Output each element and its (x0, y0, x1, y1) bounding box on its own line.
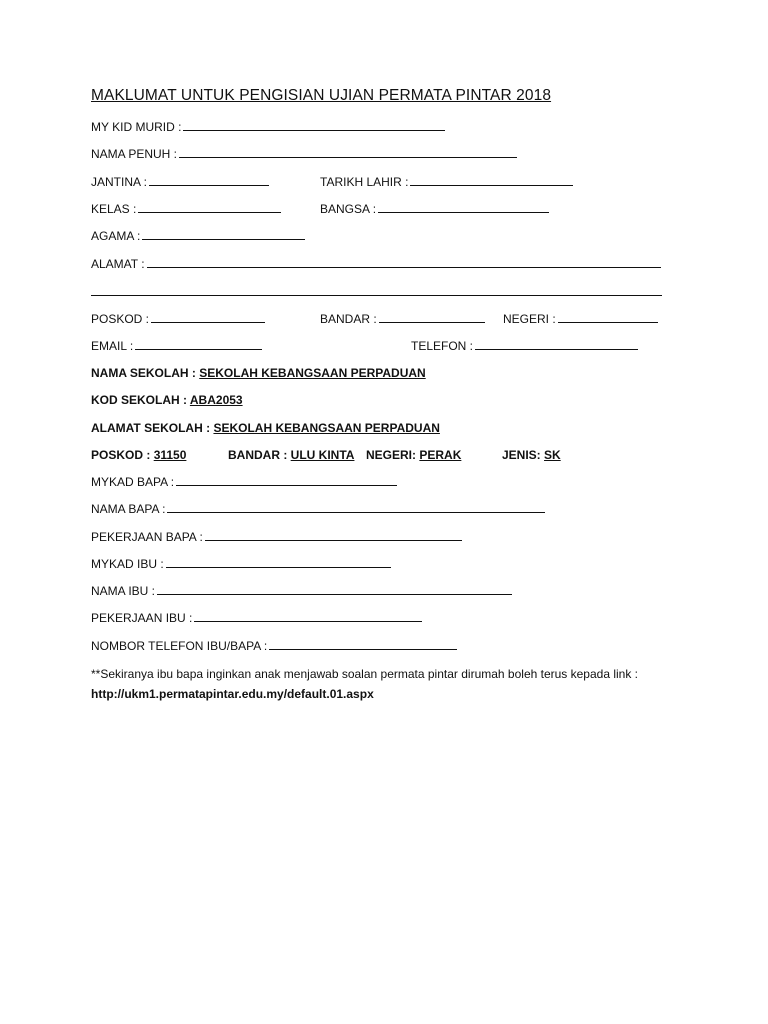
row-kelas (91, 199, 691, 219)
group-bangsa (320, 199, 549, 219)
row-mykid-murid (91, 117, 445, 137)
label-kod-sekolah: KOD SEKOLAH : (91, 393, 187, 407)
value-school-jenis: SK (544, 448, 561, 462)
label-mykad-bapa: MYKAD BAPA : (91, 475, 175, 489)
blank-tarikh-lahir[interactable] (410, 175, 573, 186)
row-mykad-bapa (91, 472, 397, 492)
label-negeri: NEGERI : (503, 312, 556, 326)
blank-kelas[interactable] (138, 202, 281, 213)
label-nama-bapa: NAMA BAPA : (91, 502, 166, 516)
label-nama-sekolah: NAMA SEKOLAH : (91, 366, 196, 380)
label-pekerjaan-bapa: PEKERJAAN BAPA : (91, 530, 203, 544)
label-telefon: TELEFON : (411, 339, 474, 353)
group-bandar (320, 309, 485, 329)
value-school-bandar: ULU KINTA (290, 448, 355, 462)
blank-poskod[interactable] (151, 312, 265, 323)
blank-nombor-telefon[interactable] (269, 639, 457, 650)
label-mykid-murid: MY KID MURID : (91, 120, 182, 134)
blank-jantina[interactable] (149, 175, 269, 186)
blank-pekerjaan-bapa[interactable] (205, 530, 462, 541)
row-nama-penuh (91, 144, 517, 164)
label-alamat: ALAMAT : (91, 257, 145, 271)
label-agama: AGAMA : (91, 229, 141, 243)
row-poskod (91, 309, 691, 329)
blank-pekerjaan-ibu[interactable] (194, 611, 422, 622)
blank-email[interactable] (135, 339, 262, 350)
label-email: EMAIL : (91, 339, 134, 353)
label-bandar: BANDAR : (320, 312, 377, 326)
blank-alamat-line1[interactable] (147, 257, 661, 268)
row-pekerjaan-ibu (91, 608, 422, 628)
row-mykad-ibu (91, 554, 391, 574)
row-school-location (91, 445, 691, 465)
row-pekerjaan-bapa (91, 527, 462, 547)
group-school-bandar (228, 445, 354, 465)
value-school-poskod: 31150 (153, 448, 187, 462)
row-alamat (91, 254, 661, 274)
row-nama-bapa (91, 499, 545, 519)
blank-alamat-line2[interactable] (91, 285, 662, 296)
group-school-jenis (502, 445, 561, 465)
label-alamat-sekolah: ALAMAT SEKOLAH : (91, 421, 211, 435)
value-school-negeri: PERAK (419, 448, 462, 462)
label-kelas: KELAS : (91, 202, 137, 216)
form-title: MAKLUMAT UNTUK PENGISIAN UJIAN PERMATA PINTAR 2018 (91, 87, 552, 104)
footnote-text: **Sekiranya ibu bapa inginkan anak menjawab soalan permata pintar dirumah boleh terus kepada link : (91, 667, 639, 681)
label-school-poskod: POSKOD : (91, 448, 151, 462)
row-nama-sekolah (91, 363, 426, 383)
group-tarikh-lahir (320, 172, 573, 192)
row-agama (91, 226, 305, 246)
footnote-link[interactable]: http://ukm1.permatapintar.edu.my/default.01.aspx (91, 687, 374, 701)
label-nama-ibu: NAMA IBU : (91, 584, 156, 598)
blank-mykid-murid[interactable] (183, 120, 445, 131)
row-kod-sekolah (91, 390, 243, 410)
group-school-negeri (366, 445, 461, 465)
blank-negeri[interactable] (558, 312, 658, 323)
blank-mykad-bapa[interactable] (176, 475, 397, 486)
row-nombor-telefon (91, 636, 457, 656)
row-alamat-line2 (91, 282, 662, 302)
blank-telefon[interactable] (475, 339, 638, 350)
group-negeri (503, 309, 658, 329)
label-tarikh-lahir: TARIKH LAHIR : (320, 175, 409, 189)
row-alamat-sekolah (91, 418, 440, 438)
group-telefon (411, 336, 638, 356)
label-school-bandar: BANDAR : (228, 448, 288, 462)
label-jantina: JANTINA : (91, 175, 148, 189)
blank-bandar[interactable] (379, 312, 485, 323)
label-nombor-telefon: NOMBOR TELEFON IBU/BAPA : (91, 639, 268, 653)
label-nama-penuh: NAMA PENUH : (91, 147, 178, 161)
value-alamat-sekolah: SEKOLAH KEBANGSAAN PERPADUAN (213, 421, 440, 435)
row-jantina (91, 172, 691, 192)
row-nama-ibu (91, 581, 512, 601)
label-school-jenis: JENIS: (502, 448, 541, 462)
label-pekerjaan-ibu: PEKERJAAN IBU : (91, 611, 193, 625)
row-email (91, 336, 691, 356)
value-nama-sekolah: SEKOLAH KEBANGSAAN PERPADUAN (199, 366, 426, 380)
blank-bangsa[interactable] (378, 202, 549, 213)
label-school-negeri: NEGERI: (366, 448, 417, 462)
value-kod-sekolah: ABA2053 (189, 393, 243, 407)
blank-nama-ibu[interactable] (157, 584, 512, 595)
blank-mykad-ibu[interactable] (166, 557, 391, 568)
footnote (91, 664, 671, 704)
blank-nama-penuh[interactable] (179, 147, 517, 158)
blank-agama[interactable] (142, 229, 305, 240)
label-mykad-ibu: MYKAD IBU : (91, 557, 164, 571)
blank-nama-bapa[interactable] (167, 502, 545, 513)
label-bangsa: BANGSA : (320, 202, 377, 216)
label-poskod: POSKOD : (91, 312, 150, 326)
